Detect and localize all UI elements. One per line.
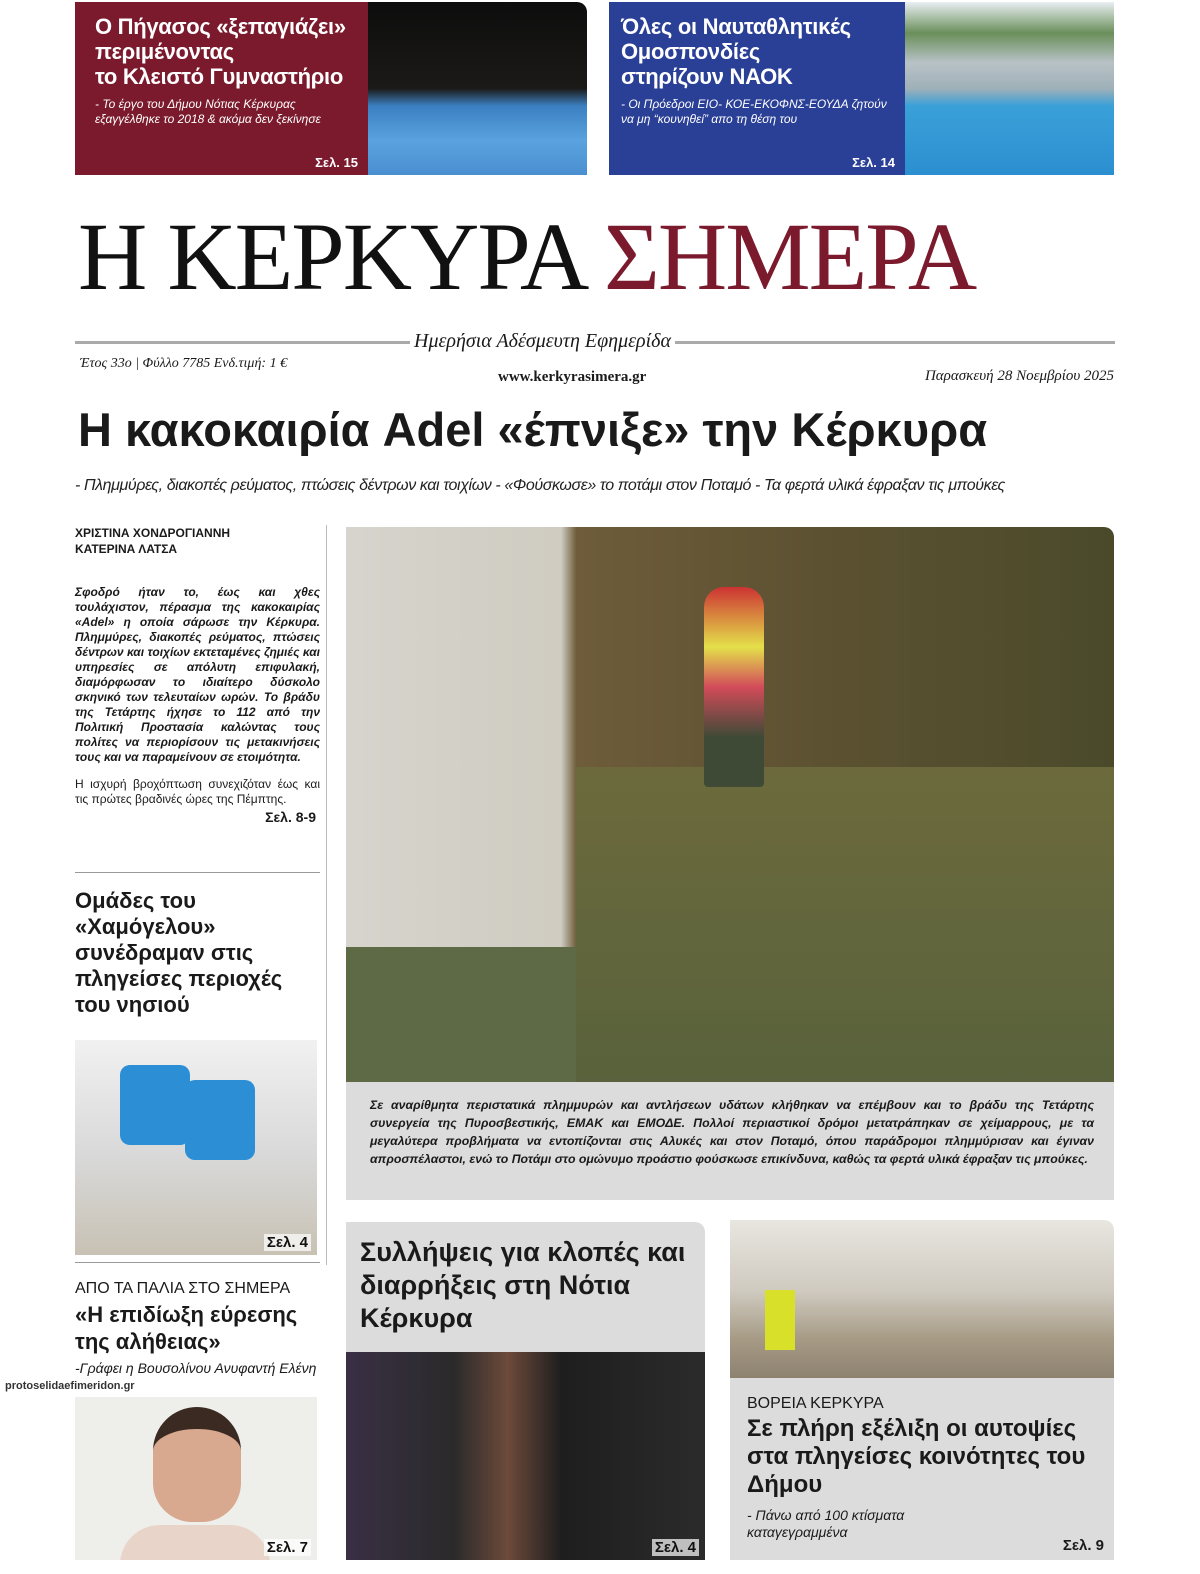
masthead-name-red: ΣΗΜΕΡΑ (604, 203, 976, 310)
rescuer-figure (704, 587, 764, 787)
main-subhead: - Πλημμύρες, διακοπές ρεύματος, πτώσεις δέντρων και τοιχίων - «Φούσκωσε» το ποτάμι στον Ποταμό - Τα φερτά υλικά έφραξαν τις μπούκες (75, 477, 1005, 494)
promo-panel (609, 2, 905, 175)
basketball-court-photo (368, 2, 587, 175)
column-divider (326, 525, 327, 1265)
masthead (78, 182, 1118, 332)
watermark: protoselidaefimeridon.gr (5, 1380, 135, 1392)
smile-headline: Ομάδες του «Χαμόγελου» συνέδραμαν στις πληγείσες περιοχές του νησιού (75, 888, 283, 1017)
main-headline: Η κακοκαιρία Adel «έπνιξε» την Κέρκυρα (78, 403, 988, 456)
author: ΧΡΙΣΤΙΝΑ ΧΟΝΔΡΟΓΙΑΝΝΗ (75, 526, 231, 540)
page-ref: Σελ. 14 (852, 155, 895, 170)
north-box[interactable] (730, 1378, 1114, 1560)
divider (75, 872, 320, 873)
water-polo-photo (905, 2, 1114, 175)
north-headline: Σε πλήρη εξέλιξη οι αυτοψίες στα πληγείσες κοινότητες του Δήμου (747, 1415, 1086, 1498)
lead-body: Η ισχυρή βροχόπτωση συνεχιζόταν έως και τις πρώτες βραδινές ώρες της Πέμπτης. (75, 777, 320, 806)
author: ΚΑΤΕΡΙΝΑ ΛΑΤΣΑ (75, 542, 178, 556)
arrests-headline: Συλλήψεις για κλοπές και διαρρήξεις στη Νότια Κέρκυρα (360, 1237, 686, 1333)
damaged-buildings-photo (730, 1220, 1114, 1378)
promo-pigasos[interactable] (75, 2, 587, 175)
divider (75, 1262, 320, 1263)
page-ref: Σελ. 15 (315, 155, 358, 170)
promo-subtitle: - Το έργο του Δήμου Νότιας Κέρκυρας εξαγγέλθηκε το 2018 & ακόμα δεν ξεκίνησε (95, 97, 321, 126)
arrests-box[interactable] (346, 1222, 705, 1352)
page-ref: Σελ. 9 (1062, 1537, 1104, 1554)
promo-panel (75, 2, 368, 175)
columnist-photo (75, 1397, 317, 1560)
website-url[interactable]: www.kerkyrasimera.gr (498, 369, 647, 385)
lead-column (75, 525, 320, 825)
north-kicker: ΒΟΡΕΙΑ ΚΕΡΚΥΡΑ (747, 1395, 884, 1412)
column-headline: «Η επιδίωξη εύρεσης της αλήθειας» (75, 1302, 298, 1354)
column-kicker: ΑΠΟ ΤΑ ΠΑΛΙΑ ΣΤΟ ΣΗΜΕΡΑ (75, 1280, 291, 1297)
lead-intro: Σφοδρό ήταν το, έως και χθες τουλάχιστον, πέρασμα της κακοκαιρίας «Adel» η οποία σάρωσε την Κέρκυρα. Πλημμύρες, διακοπές ρεύματος, πτώσεις δέντρων και τοιχίων εκτεταμένες ζημιές και υπηρεσίες σε απόλυτη επιφυλακή, διαμόρφωσαν το ιδιαίτερο δύσκολο σκηνικό των τελευταίων ωρών. Το βράδυ της Τετάρτης ήχησε το 112 από την Πολιτική Προστασία καλώντας τους πολίτες να περιορίσουν τις μετακινήσεις τους και να παραμείνουν σε ετοιμότητα. (75, 585, 320, 764)
promo-naok[interactable] (609, 2, 1114, 175)
promo-subtitle: - Οι Πρόεδροι ΕΙΟ- ΚΟΕ-ΕΚΟΦΝΣ-ΕΟΥΔΑ ζητούν να μη “κουνηθεί” απο τη θέση του (621, 97, 887, 126)
rescue-volunteers-photo (75, 1040, 317, 1255)
page-ref: Σελ. 4 (264, 1234, 311, 1251)
column-byline: -Γράφει η Βουσολίνου Ανυφαντή Ελένη (75, 1360, 317, 1376)
page-ref: Σελ. 7 (264, 1539, 311, 1556)
promo-title: Όλες οι Ναυταθλητικές Ομοσπονδίες στηρίζουν ΝΑΟΚ (621, 14, 851, 89)
issue-date: Παρασκευή 28 Νοεμβρίου 2025 (924, 368, 1114, 384)
issue-info: Έτος 33ο | Φύλλο 7785 Ενδ.τιμή: 1 € (80, 356, 288, 371)
north-subhead: - Πάνω από 100 κτίσματα καταγεγραμμένα (747, 1507, 905, 1540)
masthead-name: Η ΚΕΡΚΥΡΑ (78, 203, 583, 310)
tagline: Ημερήσια Αδέσμευτη Εφημερίδα (410, 330, 675, 353)
caption-text: Σε αναρίθμητα περιστατικά πλημμυρών και αντλήσεων υδάτων κλήθηκαν να επέμβουν και το βράδυ της Τετάρτης συνεργεία της Πυροσβεστικής, ΕΜΑΚ και ΕΜΟΔΕ. Πολλοί περιαστικοί δρόμοι μετατράπηκαν σε χείμαρρους, με τα μεγαλύτερα προβλήματα να εντοπίζονται στις Αλυκές και στον Ποταμό, όπου παράδρομοι πλημμύρισαν και έγιναν απροσπέλαστοι, ενώ το Ποτάμι στο ομώνυμο προάστιο φούσκωσε επικίνδυνα, καθώς τα φερτά υλικά έφραξαν τις μπούκες. (370, 1098, 1094, 1166)
page-ref: Σελ. 4 (652, 1539, 699, 1556)
promo-title: Ο Πήγασος «ξεπαγιάζει» περιμένοντας το Κλειστό Γυμναστήριο (95, 14, 346, 89)
photo-caption (346, 1082, 1114, 1200)
handcuffs-photo (346, 1352, 705, 1560)
flood-photo (346, 527, 1114, 1082)
page-ref: Σελ. 8-9 (265, 809, 316, 825)
